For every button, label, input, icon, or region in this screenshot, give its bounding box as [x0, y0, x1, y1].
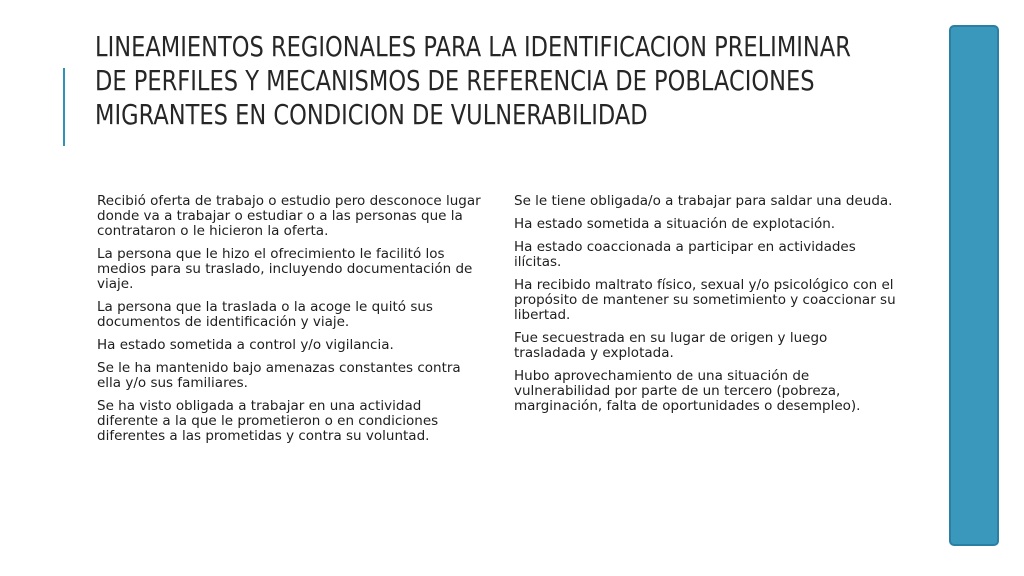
left-paragraph-5: Se le ha mantenido bajo amenazas constantes contra ella y/o sus familiares. [97, 360, 461, 391]
decorative-side-bar [949, 25, 999, 546]
title-accent-line [63, 68, 65, 146]
title-line-2: DE PERFILES Y MECANISMOS DE REFERENCIA DE POBLACIONES [95, 65, 815, 97]
left-paragraph-4: Ha estado sometida a control y/o vigilancia. [97, 337, 394, 353]
title-line-3: MIGRANTES EN CONDICION DE VULNERABILIDAD [95, 99, 648, 131]
right-paragraph-1: Se le tiene obligada/o a trabajar para saldar una deuda. [514, 193, 893, 209]
title-line-1: LINEAMIENTOS REGIONALES PARA LA IDENTIFICACION PRELIMINAR [95, 31, 851, 63]
right-paragraph-4: Ha recibido maltrato físico, sexual y/o psicológico con el propósito de mantener su sometimiento y coaccionar su libertad. [514, 277, 896, 323]
right-paragraph-3: Ha estado coaccionada a participar en actividades ilícitas. [514, 239, 856, 270]
right-paragraph-2: Ha estado sometida a situación de explotación. [514, 216, 836, 232]
left-column [97, 194, 482, 452]
slide-title [95, 30, 851, 132]
right-paragraph-5: Fue secuestrada en su lugar de origen y luego trasladada y explotada. [514, 330, 828, 361]
left-paragraph-1: Recibió oferta de trabajo o estudio pero desconoce lugar donde va a trabajar o estudiar o a las personas que la contrataron o le hicieron la oferta. [97, 193, 481, 239]
right-paragraph-6: Hubo aprovechamiento de una situación de vulnerabilidad por parte de un tercero (pobreza, marginación, falta de oportunidades o desempleo). [514, 368, 861, 414]
left-paragraph-2: La persona que le hizo el ofrecimiento le facilitó los medios para su traslado, incluyendo documentación de viaje. [97, 246, 473, 292]
left-paragraph-6: Se ha visto obligada a trabajar en una actividad diferente a la que le prometieron o en condiciones diferentes a las prometidas y contra su voluntad. [97, 398, 439, 444]
right-column [514, 194, 899, 422]
left-paragraph-3: La persona que la traslada o la acoge le quitó sus documentos de identificación y viaje. [97, 299, 433, 330]
